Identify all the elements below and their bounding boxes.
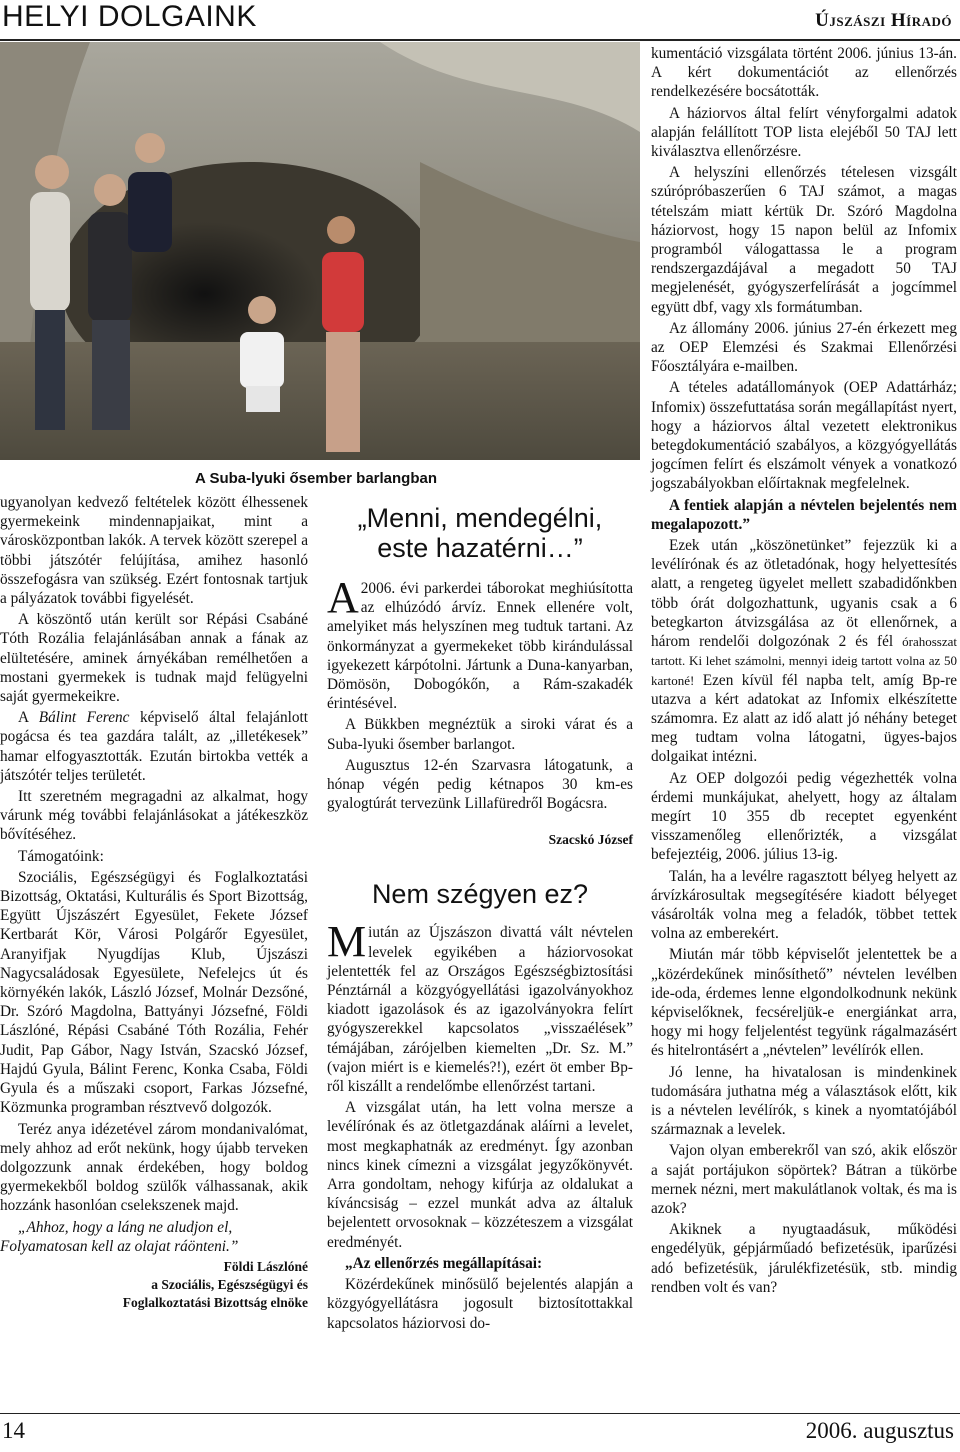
- page-number: 14: [2, 1418, 25, 1443]
- paragraph: Közérdekűnek minősülő bejelentés alapján a közgyógyellátásra jogosult biztosítottakkal kapcsolatos háziorvosi do-: [327, 1276, 633, 1332]
- text-run: képviselő által felajánlott pogácsa és tea gazdára talált, az „illetékesek” hamar elfogyasztották. Ezután birtokba vették a játszótér teljes területét.: [0, 709, 309, 784]
- cave-photo: [0, 42, 640, 460]
- drop-cap: A: [327, 573, 359, 622]
- paragraph: Itt szeretném megragadni az alkalmat, hogy várunk még további felajánlásokat a játékeszköz bővítéséhez.: [0, 788, 308, 844]
- footer-rule: [0, 1413, 960, 1414]
- photo-caption: A Suba-lyuki ősember barlangban: [195, 470, 437, 487]
- text-run: Ezen kívül fél napba telt, amíg Bp-re utazva a kért adatokat az Infomix elkészítette számomra. Ez alatt az idő alatt jó néhány beteget meg tudtam volna látogatni, ügyes-bajos dolgaikat intézni.: [651, 671, 957, 766]
- text-run: iután az Újszászon divattá vált névtelen levelek egyikében a háziorvosokat jelentették fel az Országos Egészségbiztosítási Pénztárnál a közgyógyellátási igazolványokhoz kiadott igazolások és az igazolványokra felírt gyógyszerekkel kapcsolatos „visszaélések” témájában, zárójelben kiemelten „Dr. Sz. M.” (vajon miért is e kiemelés?!), ezért öt ember Bp-ről kiszállt a rendelőmbe ellenőrzést tartani.: [327, 924, 633, 1096]
- header-rule: [0, 39, 960, 41]
- paragraph: Az állomány 2006. június 27-én érkezett meg az OEP Elemzési és Szakmai Ellenőrzési Főosztályára e-mailben.: [651, 319, 957, 376]
- article-title-2: Nem szégyen ez?: [371, 879, 589, 910]
- paragraph: Az OEP dolgozói pedig végezhették volna érdemi munkájukat, ahelyett, hogy az általam megírt 10 355 db receptet egyenként visszamenőleg ellenőrizték, a vizsgálat befejeztéig, 2006. július 13-ig.: [651, 769, 957, 864]
- person-name: Bálint Ferenc: [38, 709, 130, 727]
- paragraph: Teréz anya idézetével zárom mondanivalómat, mely ahhoz ad erőt nekünk, hogy újabb terveken dolgozzunk annak érdekében, hogy boldog gyermekekből boldog szülők válhassanak, akik hozzánk hasonlóan cselekszenek majd.: [0, 1120, 308, 1215]
- drop-cap: M: [327, 917, 367, 967]
- cave-photo-image: [0, 42, 640, 460]
- text-run: 2006. évi parkerdei táborokat meghiúsította az elhúzódó árvíz. Ennek ellenére volt, amelyiket más helyszínen meg tudtuk tartani. Az önkormányzat a gyermekeket több kirándulással igyekezett kárpótolni. Jártunk a Duna-kanyarban, Dömösön, Dobogókőn, a Rám-szakadék érintésével.: [327, 580, 633, 713]
- paragraph: A Bükkben megnéztük a siroki várat és a Suba-lyuki ősember barlangot.: [327, 716, 633, 753]
- newspaper-name: Újszászi Híradó: [815, 10, 952, 31]
- paragraph: A háziorvos által felírt vényforgalmi adatok alapján felállított TOP lista elejéből 50 TAJ lett kiválasztva ellenőrzésre.: [651, 104, 957, 161]
- paragraph: [327, 917, 633, 1096]
- paragraph: A vizsgálat után, ha lett volna mersze a levélírónak és az ötletgazdának aláírni a levelet, most megkaphatnák az eredményt. Így azonban nincs kinek címezni a vizsgálat jegyzőkönyvét. Arra gondoltam, nehogy kifúrja az oldalukat a kíváncsiság – ezzel munkát adva az általuk bejelentett orvosoknak – közzéteszem a vizsgálat eredményét.: [327, 1099, 633, 1251]
- issue-date: 2006. augusztus: [805, 1418, 954, 1443]
- paragraph: [0, 708, 308, 785]
- poem-line-2: Folyamatosan kell az olajat ráönteni.”: [0, 1237, 239, 1255]
- paragraph: Jó lenne, ha hivatalosan is mindenkinek tudomására juthatna még a választások előtt, kik is a névtelen levélírók, s kinek a nyomtatójából származnak a levelek.: [651, 1063, 957, 1139]
- column-2: [327, 495, 633, 1335]
- paragraph: A köszöntő után került sor Répási Csabáné Tóth Rozália felajánlásában annak a fának az elültetésére, aminek árnyékában remélhetően a mostani gyermekek is tudnak majd felügyelni saját gyermekeikre.: [0, 611, 308, 706]
- paragraph-heading: „Az ellenőrzés megállapításai:: [345, 1254, 543, 1272]
- paragraph: kumentáció vizsgálata történt 2006. június 13-án. A kért dokumentációt az ellenőrzés rendelkezésére bocsátották.: [651, 45, 957, 101]
- paragraph: Augusztus 12-én Szarvasra látogatunk, a hónap végén pedig kétnapos 30 km-es gyalogtúrát tervezünk Lillafüredről Bogácsra.: [327, 756, 633, 813]
- text-run-small: órahosszat tartott. Ki lehet számolni, mennyi ideig tartott volna az 50 kartoné!: [651, 634, 957, 688]
- title-line-1: „Menni, mendegélni,: [357, 503, 603, 533]
- paragraph: Támogatóink:: [18, 847, 104, 865]
- signature-name: Földi Lászlóné: [223, 1258, 308, 1274]
- paragraph: A helyszíni ellenőrzés tételesen vizsgált szúrópróbaszerűen 6 TAJ számot, a magas tételszám miatt kértük Dr. Szóró Magdolna háziorvost, hogy 15 napon belül az Infomix programból válogattassa le a program rendszergazdájával a megadott 50 TAJ megjelenését, gyógyszerfelírását a jogcímmel együtt dbf, vagy xls formátumban.: [651, 164, 957, 316]
- paragraph: Akiknek a nyugtaadásuk, működési engedélyük, gépjárműadó befizetésük, iparűzési adó befizetésük, járulékfizetésük, stb. mindig rendben volt és van?: [651, 1221, 957, 1296]
- paragraph: ugyanolyan kedvező feltételek között élhessenek gyermekeink mindennapjaikat, mint a városközpontban lakók. A tervek között szerepel a többi játszótér felújítása, amihez hasonló összefogásra van szükség. Ezért fontosnak tartjuk a pályázatok további figyelését.: [0, 494, 308, 608]
- title-line-2: este hazatérni…”: [377, 533, 583, 563]
- paragraph: Talán, ha a levélre ragasztott bélyeg helyett az árvízkárosultak megsegítésére kiadott bélyeget vásárolták volna meg a feladók, többet tettek volna az emberekért.: [651, 867, 957, 943]
- paragraph: A tételes adatállományok (OEP Adattárház; Infomix) összefuttatása során megállapítást nyert, hogy a háziorvos által vezetett elektronikus betegdokumentáció szabályos, a közgyógyellátás jogcímen felírt és elszámolt vények a vonatkozó jogszabályokban előírtaknak megfelelnek.: [651, 379, 957, 493]
- signature-role-1: a Szociális, Egészségügyi és: [151, 1276, 308, 1292]
- poem-line-1: „Ahhoz, hogy a láng ne aludjon el,: [18, 1218, 233, 1236]
- signature-role-2: Foglalkoztatási Bizottság elnöke: [122, 1294, 308, 1310]
- paragraph-conclusion: A fentiek alapján a névtelen bejelentés nem megalapozott.”: [651, 496, 957, 533]
- paragraph: Miután már több képviselőt jelentettek be a „közérdekűnek minősíthető” névtelen levélben ide-oda, érdemes lenne elgondolkodnunk nekünk képviselőknek, fecséreljük-e energiánkat arra, hogy mi hogy feljelentést tegyünk rágalmazásért és hitelrontásért a „névtelen” levélírók ellen.: [651, 946, 957, 1060]
- column-1: [0, 493, 308, 1314]
- paragraph: [327, 573, 633, 713]
- section-title: HELYI DOLGAINK: [2, 0, 257, 33]
- paragraph: Szociális, Egészségügyi és Foglalkoztatási Bizottság, Oktatási, Kulturális és Sport Bizottság, Együtt Újszászért Egyesület, Fekete József Kertbarát Kör, Városi Polgárőr Egyesület, Aranyifjak Nyugdíjas Klub, Újszászi Nagycsaládosak Egyesülete, Nefelejcs út és környékén lakók, László József, Molnár Dezsőné, Dr. Szóró Magdolna, Battyányi Józsefné, Földi Lászlóné, Répási Csabáné Tóth Rozália, Fehér Judit, Pap Gábor, Nagy István, Szacskó József, Hajdú Gyula, Bálint Ferenc, Konka Csaba, Földi Gyula és a műszaki csoport, Farkas Józsefné, Közmunka programban résztvevő dolgozók.: [0, 868, 308, 1117]
- article-title-1: [327, 503, 633, 563]
- paragraph: Vajon olyan emberekről van szó, akik először a saját portájukon söpörtek? Bátran a tükörbe mernek nézni, mert makulátlanok voltak, és ma is azok?: [651, 1142, 957, 1217]
- signature: [0, 1258, 308, 1312]
- quote-poem: [0, 1218, 308, 1256]
- paragraph: [651, 536, 957, 766]
- text-run: A: [18, 709, 39, 727]
- text-run: Ezek után „köszönetünket” fejezzük ki a levélírónak és az ötletadónak, hogy helyettesítés alatt, a rengeteg ügyelet mellett szabadidőnkben több órát dolgozhattunk, ugyanis csak a 6 betegkarton átvizsgálása az öt ellenőrnek, a három rendelői dolgozónak 2 és fél: [651, 537, 957, 651]
- signature: Szacskó József: [548, 832, 633, 848]
- column-3: [651, 44, 957, 1299]
